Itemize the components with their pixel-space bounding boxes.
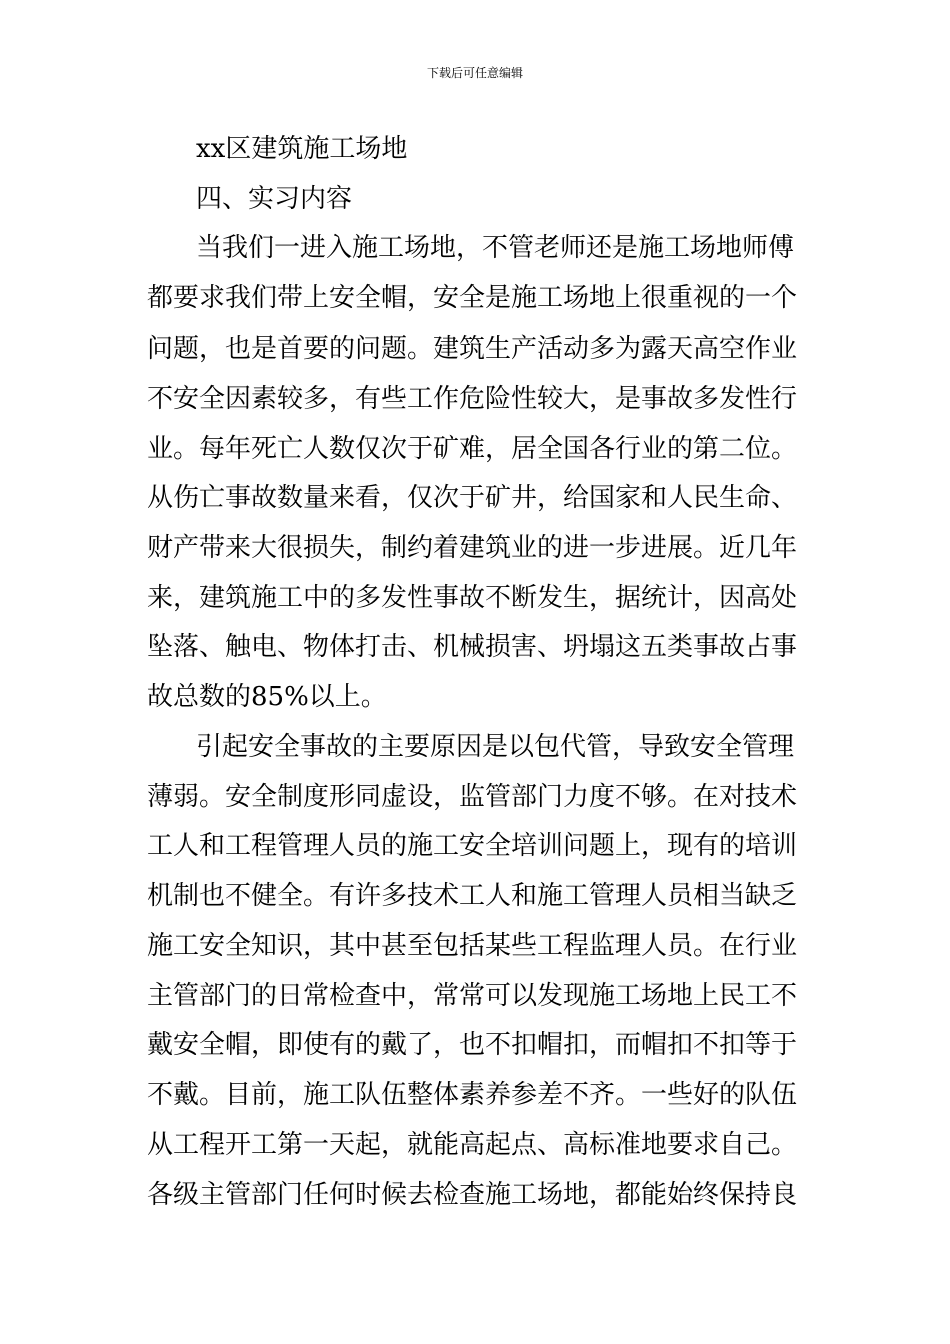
header-note: 下载后可任意编辑 [426,66,523,80]
document-line: 坠落、触电、物体打击、机械损害、坍塌这五类事故占事 [147,632,798,662]
document-line: 机制也不健全。有许多技术工人和施工管理人员相当缺乏 [147,881,798,911]
document-line: 工人和工程管理人员的施工安全培训问题上，现有的培训 [147,831,798,861]
document-line: 从伤亡事故数量来看，仅次于矿井，给国家和人民生命、 [147,483,798,513]
document-line: 从工程开工第一天起，就能高起点、高标准地要求自己。 [147,1130,798,1160]
document-line: 各级主管部门任何时候去检查施工场地，都能始终保持良 [147,1180,798,1210]
document-line: 业。每年死亡人数仅次于矿难，居全国各行业的第二位。 [147,434,798,464]
document-line: 当我们一进入施工场地，不管老师还是施工场地师傅 [196,233,795,263]
document-line: 不戴。目前，施工队伍整体素养参差不齐。一些好的队伍 [147,1080,798,1110]
document-line: 问题，也是首要的问题。建筑生产活动多为露天高空作业 [147,334,798,364]
document-line: 主管部门的日常检查中，常常可以发现施工场地上民工不 [147,981,798,1011]
document-line: 来，建筑施工中的多发性事故不断发生，据统计，因高处 [147,583,798,613]
document-line: 不安全因素较多，有些工作危险性较大，是事故多发性行 [147,384,798,414]
document-line: 施工安全知识，其中甚至包括某些工程监理人员。在行业 [147,931,798,961]
document-line: 故总数的85%以上。 [147,682,387,712]
document-line: 戴安全帽，即使有的戴了，也不扣帽扣，而帽扣不扣等于 [147,1030,798,1060]
document-line: 引起安全事故的主要原因是以包代管，导致安全管理 [196,732,795,762]
document-line: 薄弱。安全制度形同虚设，监管部门力度不够。在对技术 [147,782,798,812]
document-line: 都要求我们带上安全帽，安全是施工场地上很重视的一个 [147,283,798,313]
document-line: xx区建筑施工场地 [196,134,408,164]
document-line: 财产带来大很损失，制约着建筑业的进一步进展。近几年 [147,533,798,563]
document-line: 四、实习内容 [196,184,353,214]
